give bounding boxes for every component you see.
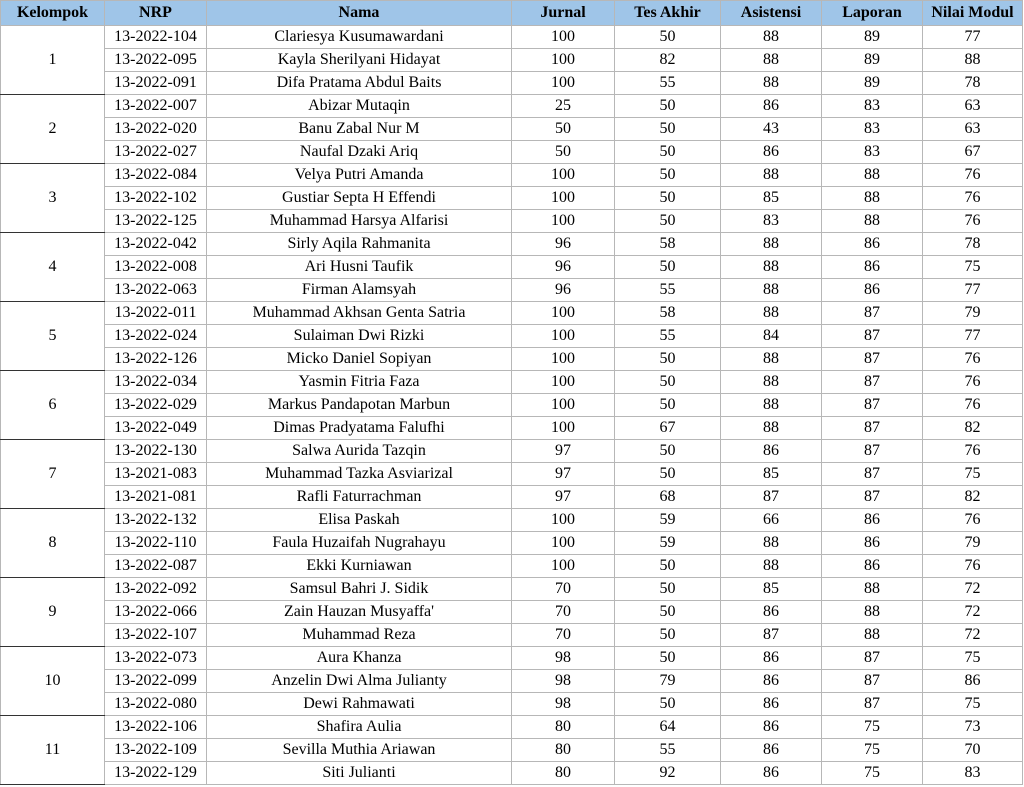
asistensi-cell[interactable]: 66	[721, 509, 822, 532]
nama-cell[interactable]: Yasmin Fitria Faza	[207, 371, 512, 394]
table-row	[1, 279, 1023, 302]
laporan-cell[interactable]: 87	[822, 325, 923, 348]
tes-akhir-cell[interactable]: 50	[615, 394, 721, 417]
laporan-cell[interactable]: 86	[822, 555, 923, 578]
header-tes-akhir[interactable]: Tes Akhir	[615, 1, 721, 26]
nrp-cell[interactable]: 13-2022-063	[105, 279, 207, 302]
nilai-modul-cell[interactable]: 77	[923, 325, 1023, 348]
nilai-modul-cell[interactable]: 77	[923, 279, 1023, 302]
tes-akhir-cell[interactable]: 55	[615, 739, 721, 762]
kelompok-cell[interactable]: 2	[1, 95, 105, 164]
asistensi-cell[interactable]: 85	[721, 463, 822, 486]
nama-cell[interactable]: Abizar Mutaqin	[207, 95, 512, 118]
nrp-cell[interactable]: 13-2022-104	[105, 26, 207, 49]
nrp-cell[interactable]: 13-2022-034	[105, 371, 207, 394]
tes-akhir-cell[interactable]: 58	[615, 233, 721, 256]
table-row	[1, 693, 1023, 716]
table-row	[1, 95, 1023, 118]
jurnal-cell[interactable]: 100	[512, 72, 615, 95]
nama-cell[interactable]: Banu Zabal Nur M	[207, 118, 512, 141]
nrp-cell[interactable]: 13-2022-020	[105, 118, 207, 141]
nama-cell[interactable]: Muhammad Reza	[207, 624, 512, 647]
jurnal-cell[interactable]: 100	[512, 26, 615, 49]
table-row	[1, 509, 1023, 532]
laporan-cell[interactable]: 75	[822, 762, 923, 785]
laporan-cell[interactable]: 87	[822, 670, 923, 693]
nama-cell[interactable]: Muhammad Tazka Asviarizal	[207, 463, 512, 486]
jurnal-cell[interactable]: 50	[512, 118, 615, 141]
nrp-cell[interactable]: 13-2022-125	[105, 210, 207, 233]
nrp-cell[interactable]: 13-2022-132	[105, 509, 207, 532]
nrp-cell[interactable]: 13-2022-092	[105, 578, 207, 601]
laporan-cell[interactable]: 86	[822, 532, 923, 555]
nrp-cell[interactable]: 13-2022-024	[105, 325, 207, 348]
nrp-cell[interactable]: 13-2022-110	[105, 532, 207, 555]
jurnal-cell[interactable]: 100	[512, 302, 615, 325]
jurnal-cell[interactable]: 100	[512, 394, 615, 417]
laporan-cell[interactable]: 88	[822, 624, 923, 647]
jurnal-cell[interactable]: 100	[512, 187, 615, 210]
nrp-cell[interactable]: 13-2022-049	[105, 417, 207, 440]
jurnal-cell[interactable]: 25	[512, 95, 615, 118]
nama-cell[interactable]: Samsul Bahri J. Sidik	[207, 578, 512, 601]
nrp-cell[interactable]: 13-2022-109	[105, 739, 207, 762]
nrp-cell[interactable]: 13-2022-042	[105, 233, 207, 256]
tes-akhir-cell[interactable]: 92	[615, 762, 721, 785]
table-body	[1, 26, 1023, 785]
jurnal-cell[interactable]: 80	[512, 739, 615, 762]
nrp-cell[interactable]: 13-2022-091	[105, 72, 207, 95]
tes-akhir-cell[interactable]: 55	[615, 279, 721, 302]
laporan-cell[interactable]: 89	[822, 72, 923, 95]
tes-akhir-cell[interactable]: 50	[615, 141, 721, 164]
nilai-modul-cell[interactable]: 67	[923, 141, 1023, 164]
tes-akhir-cell[interactable]: 50	[615, 440, 721, 463]
laporan-cell[interactable]: 88	[822, 578, 923, 601]
tes-akhir-cell[interactable]: 50	[615, 463, 721, 486]
laporan-cell[interactable]: 87	[822, 440, 923, 463]
asistensi-cell[interactable]: 86	[721, 670, 822, 693]
jurnal-cell[interactable]: 70	[512, 624, 615, 647]
nilai-modul-cell[interactable]: 72	[923, 601, 1023, 624]
tes-akhir-cell[interactable]: 50	[615, 601, 721, 624]
asistensi-cell[interactable]: 86	[721, 693, 822, 716]
jurnal-cell[interactable]: 96	[512, 256, 615, 279]
nama-cell[interactable]: Clariesya Kusumawardani	[207, 26, 512, 49]
nilai-modul-cell[interactable]: 76	[923, 187, 1023, 210]
jurnal-cell[interactable]: 100	[512, 325, 615, 348]
tes-akhir-cell[interactable]: 50	[615, 647, 721, 670]
jurnal-cell[interactable]: 97	[512, 440, 615, 463]
nama-cell[interactable]: Naufal Dzaki Ariq	[207, 141, 512, 164]
table-row	[1, 463, 1023, 486]
laporan-cell[interactable]: 86	[822, 233, 923, 256]
table-row	[1, 325, 1023, 348]
nama-cell[interactable]: Muhammad Harsya Alfarisi	[207, 210, 512, 233]
asistensi-cell[interactable]: 87	[721, 486, 822, 509]
table-row	[1, 739, 1023, 762]
tes-akhir-cell[interactable]: 50	[615, 348, 721, 371]
nilai-modul-cell[interactable]: 76	[923, 509, 1023, 532]
nilai-modul-cell[interactable]: 76	[923, 164, 1023, 187]
nama-cell[interactable]: Sulaiman Dwi Rizki	[207, 325, 512, 348]
nama-cell[interactable]: Salwa Aurida Tazqin	[207, 440, 512, 463]
nrp-cell[interactable]: 13-2022-130	[105, 440, 207, 463]
nrp-cell[interactable]: 13-2022-011	[105, 302, 207, 325]
asistensi-cell[interactable]: 87	[721, 624, 822, 647]
asistensi-cell[interactable]: 88	[721, 279, 822, 302]
laporan-cell[interactable]: 88	[822, 210, 923, 233]
nama-cell[interactable]: Micko Daniel Sopiyan	[207, 348, 512, 371]
kelompok-cell[interactable]: 10	[1, 647, 105, 716]
nama-cell[interactable]: Zain Hauzan Musyaffa'	[207, 601, 512, 624]
nilai-modul-cell[interactable]: 75	[923, 693, 1023, 716]
nilai-modul-cell[interactable]: 76	[923, 371, 1023, 394]
asistensi-cell[interactable]: 86	[721, 647, 822, 670]
asistensi-cell[interactable]: 43	[721, 118, 822, 141]
nrp-cell[interactable]: 13-2022-102	[105, 187, 207, 210]
nama-cell[interactable]: Sirly Aqila Rahmanita	[207, 233, 512, 256]
nama-cell[interactable]: Markus Pandapotan Marbun	[207, 394, 512, 417]
asistensi-cell[interactable]: 86	[721, 95, 822, 118]
jurnal-cell[interactable]: 80	[512, 716, 615, 739]
asistensi-cell[interactable]: 86	[721, 739, 822, 762]
nama-cell[interactable]: Anzelin Dwi Alma Julianty	[207, 670, 512, 693]
jurnal-cell[interactable]: 100	[512, 49, 615, 72]
nrp-cell[interactable]: 13-2022-126	[105, 348, 207, 371]
jurnal-cell[interactable]: 80	[512, 762, 615, 785]
jurnal-cell[interactable]: 100	[512, 348, 615, 371]
nrp-cell[interactable]: 13-2022-095	[105, 49, 207, 72]
table-row	[1, 532, 1023, 555]
tes-akhir-cell[interactable]: 68	[615, 486, 721, 509]
laporan-cell[interactable]: 75	[822, 716, 923, 739]
jurnal-cell[interactable]: 96	[512, 233, 615, 256]
asistensi-cell[interactable]: 86	[721, 440, 822, 463]
laporan-cell[interactable]: 87	[822, 486, 923, 509]
tes-akhir-cell[interactable]: 59	[615, 532, 721, 555]
jurnal-cell[interactable]: 98	[512, 693, 615, 716]
nama-cell[interactable]: Dewi Rahmawati	[207, 693, 512, 716]
nrp-cell[interactable]: 13-2022-129	[105, 762, 207, 785]
jurnal-cell[interactable]: 98	[512, 647, 615, 670]
asistensi-cell[interactable]: 88	[721, 302, 822, 325]
nilai-modul-cell[interactable]: 76	[923, 440, 1023, 463]
laporan-cell[interactable]: 87	[822, 394, 923, 417]
laporan-cell[interactable]: 87	[822, 302, 923, 325]
laporan-cell[interactable]: 88	[822, 601, 923, 624]
nilai-modul-cell[interactable]: 76	[923, 555, 1023, 578]
kelompok-cell[interactable]: 9	[1, 578, 105, 647]
asistensi-cell[interactable]: 88	[721, 164, 822, 187]
nama-cell[interactable]: Kayla Sherilyani Hidayat	[207, 49, 512, 72]
nrp-cell[interactable]: 13-2022-084	[105, 164, 207, 187]
asistensi-cell[interactable]: 84	[721, 325, 822, 348]
laporan-cell[interactable]: 89	[822, 49, 923, 72]
asistensi-cell[interactable]: 88	[721, 26, 822, 49]
nilai-modul-cell[interactable]: 76	[923, 210, 1023, 233]
nilai-modul-cell[interactable]: 79	[923, 302, 1023, 325]
table-row	[1, 578, 1023, 601]
table-row	[1, 141, 1023, 164]
nilai-modul-cell[interactable]: 86	[923, 670, 1023, 693]
nilai-modul-cell[interactable]: 75	[923, 647, 1023, 670]
laporan-cell[interactable]: 88	[822, 164, 923, 187]
header-kelompok[interactable]: Kelompok	[1, 1, 105, 26]
asistensi-cell[interactable]: 88	[721, 233, 822, 256]
nilai-modul-cell[interactable]: 63	[923, 118, 1023, 141]
jurnal-cell[interactable]: 100	[512, 210, 615, 233]
asistensi-cell[interactable]: 88	[721, 348, 822, 371]
asistensi-cell[interactable]: 88	[721, 49, 822, 72]
table-row	[1, 302, 1023, 325]
tes-akhir-cell[interactable]: 50	[615, 118, 721, 141]
nama-cell[interactable]: Muhammad Akhsan Genta Satria	[207, 302, 512, 325]
laporan-cell[interactable]: 83	[822, 118, 923, 141]
table-row	[1, 670, 1023, 693]
asistensi-cell[interactable]: 83	[721, 210, 822, 233]
nama-cell[interactable]: Sevilla Muthia Ariawan	[207, 739, 512, 762]
laporan-cell[interactable]: 75	[822, 739, 923, 762]
nrp-cell[interactable]: 13-2022-066	[105, 601, 207, 624]
nama-cell[interactable]: Ari Husni Taufik	[207, 256, 512, 279]
header-asistensi[interactable]: Asistensi	[721, 1, 822, 26]
laporan-cell[interactable]: 86	[822, 509, 923, 532]
table-row	[1, 118, 1023, 141]
table-row	[1, 233, 1023, 256]
tes-akhir-cell[interactable]: 50	[615, 95, 721, 118]
nilai-modul-cell[interactable]: 79	[923, 532, 1023, 555]
asistensi-cell[interactable]: 88	[721, 371, 822, 394]
table-row	[1, 440, 1023, 463]
nrp-cell[interactable]: 13-2021-083	[105, 463, 207, 486]
laporan-cell[interactable]: 87	[822, 647, 923, 670]
tes-akhir-cell[interactable]: 55	[615, 325, 721, 348]
jurnal-cell[interactable]: 100	[512, 164, 615, 187]
nilai-modul-cell[interactable]: 72	[923, 624, 1023, 647]
nilai-modul-cell[interactable]: 76	[923, 394, 1023, 417]
nrp-cell[interactable]: 13-2022-027	[105, 141, 207, 164]
nilai-modul-cell[interactable]: 76	[923, 348, 1023, 371]
table-row	[1, 394, 1023, 417]
kelompok-cell[interactable]: 8	[1, 509, 105, 578]
tes-akhir-cell[interactable]: 79	[615, 670, 721, 693]
nrp-cell[interactable]: 13-2022-029	[105, 394, 207, 417]
table-row	[1, 647, 1023, 670]
tes-akhir-cell[interactable]: 59	[615, 509, 721, 532]
table-row	[1, 716, 1023, 739]
tes-akhir-cell[interactable]: 82	[615, 49, 721, 72]
table-row	[1, 210, 1023, 233]
nrp-cell[interactable]: 13-2022-080	[105, 693, 207, 716]
jurnal-cell[interactable]: 100	[512, 509, 615, 532]
tes-akhir-cell[interactable]: 50	[615, 693, 721, 716]
nilai-modul-cell[interactable]: 88	[923, 49, 1023, 72]
laporan-cell[interactable]: 87	[822, 371, 923, 394]
laporan-cell[interactable]: 89	[822, 26, 923, 49]
table-row	[1, 72, 1023, 95]
nama-cell[interactable]: Dimas Pradyatama Falufhi	[207, 417, 512, 440]
nrp-cell[interactable]: 13-2022-073	[105, 647, 207, 670]
laporan-cell[interactable]: 83	[822, 141, 923, 164]
nilai-modul-cell[interactable]: 82	[923, 486, 1023, 509]
kelompok-cell[interactable]: 5	[1, 302, 105, 371]
nama-cell[interactable]: Gustiar Septa H Effendi	[207, 187, 512, 210]
nrp-cell[interactable]: 13-2022-107	[105, 624, 207, 647]
tes-akhir-cell[interactable]: 55	[615, 72, 721, 95]
header-row	[1, 1, 1023, 26]
nrp-cell[interactable]: 13-2022-008	[105, 256, 207, 279]
tes-akhir-cell[interactable]: 50	[615, 187, 721, 210]
table-row	[1, 371, 1023, 394]
jurnal-cell[interactable]: 100	[512, 555, 615, 578]
nrp-cell[interactable]: 13-2022-099	[105, 670, 207, 693]
tes-akhir-cell[interactable]: 50	[615, 26, 721, 49]
table-row	[1, 555, 1023, 578]
table-row	[1, 49, 1023, 72]
nilai-modul-cell[interactable]: 77	[923, 26, 1023, 49]
laporan-cell[interactable]: 86	[822, 279, 923, 302]
asistensi-cell[interactable]: 88	[721, 555, 822, 578]
asistensi-cell[interactable]: 85	[721, 578, 822, 601]
header-nama[interactable]: Nama	[207, 1, 512, 26]
nilai-modul-cell[interactable]: 78	[923, 72, 1023, 95]
nilai-modul-cell[interactable]: 75	[923, 463, 1023, 486]
asistensi-cell[interactable]: 88	[721, 532, 822, 555]
nama-cell[interactable]: Rafli Faturrachman	[207, 486, 512, 509]
nilai-modul-cell[interactable]: 63	[923, 95, 1023, 118]
laporan-cell[interactable]: 87	[822, 693, 923, 716]
nama-cell[interactable]: Firman Alamsyah	[207, 279, 512, 302]
tes-akhir-cell[interactable]: 50	[615, 555, 721, 578]
header-laporan[interactable]: Laporan	[822, 1, 923, 26]
nilai-modul-cell[interactable]: 75	[923, 256, 1023, 279]
kelompok-cell[interactable]: 11	[1, 716, 105, 785]
nilai-modul-cell[interactable]: 82	[923, 417, 1023, 440]
jurnal-cell[interactable]: 100	[512, 371, 615, 394]
kelompok-cell[interactable]: 3	[1, 164, 105, 233]
tes-akhir-cell[interactable]: 50	[615, 256, 721, 279]
nama-cell[interactable]: Difa Pratama Abdul Baits	[207, 72, 512, 95]
table-row	[1, 348, 1023, 371]
jurnal-cell[interactable]: 98	[512, 670, 615, 693]
table-row	[1, 164, 1023, 187]
jurnal-cell[interactable]: 97	[512, 463, 615, 486]
laporan-cell[interactable]: 86	[822, 256, 923, 279]
kelompok-cell[interactable]: 4	[1, 233, 105, 302]
laporan-cell[interactable]: 88	[822, 187, 923, 210]
asistensi-cell[interactable]: 88	[721, 256, 822, 279]
table-row	[1, 256, 1023, 279]
tes-akhir-cell[interactable]: 50	[615, 578, 721, 601]
tes-akhir-cell[interactable]: 58	[615, 302, 721, 325]
table-row	[1, 187, 1023, 210]
header-nilai-modul[interactable]: Nilai Modul	[923, 1, 1023, 26]
nilai-modul-cell[interactable]: 70	[923, 739, 1023, 762]
asistensi-cell[interactable]: 86	[721, 141, 822, 164]
jurnal-cell[interactable]: 100	[512, 532, 615, 555]
nama-cell[interactable]: Siti Julianti	[207, 762, 512, 785]
header-nrp[interactable]: NRP	[105, 1, 207, 26]
kelompok-cell[interactable]: 1	[1, 26, 105, 95]
tes-akhir-cell[interactable]: 64	[615, 716, 721, 739]
tes-akhir-cell[interactable]: 50	[615, 371, 721, 394]
table-row	[1, 417, 1023, 440]
asistensi-cell[interactable]: 86	[721, 601, 822, 624]
asistensi-cell[interactable]: 86	[721, 762, 822, 785]
table-row	[1, 486, 1023, 509]
table-row	[1, 601, 1023, 624]
asistensi-cell[interactable]: 88	[721, 394, 822, 417]
nilai-modul-cell[interactable]: 78	[923, 233, 1023, 256]
asistensi-cell[interactable]: 88	[721, 72, 822, 95]
tes-akhir-cell[interactable]: 50	[615, 624, 721, 647]
asistensi-cell[interactable]: 88	[721, 417, 822, 440]
tes-akhir-cell[interactable]: 50	[615, 164, 721, 187]
tes-akhir-cell[interactable]: 67	[615, 417, 721, 440]
jurnal-cell[interactable]: 70	[512, 578, 615, 601]
laporan-cell[interactable]: 87	[822, 348, 923, 371]
nrp-cell[interactable]: 13-2022-087	[105, 555, 207, 578]
jurnal-cell[interactable]: 100	[512, 417, 615, 440]
asistensi-cell[interactable]: 86	[721, 716, 822, 739]
nama-cell[interactable]: Faula Huzaifah Nugrahayu	[207, 532, 512, 555]
jurnal-cell[interactable]: 70	[512, 601, 615, 624]
nilai-modul-cell[interactable]: 73	[923, 716, 1023, 739]
jurnal-cell[interactable]: 97	[512, 486, 615, 509]
nrp-cell[interactable]: 13-2022-106	[105, 716, 207, 739]
kelompok-cell[interactable]: 7	[1, 440, 105, 509]
laporan-cell[interactable]: 87	[822, 463, 923, 486]
nama-cell[interactable]: Shafira Aulia	[207, 716, 512, 739]
table-row	[1, 26, 1023, 49]
nama-cell[interactable]: Ekki Kurniawan	[207, 555, 512, 578]
nilai-modul-cell[interactable]: 83	[923, 762, 1023, 785]
laporan-cell[interactable]: 87	[822, 417, 923, 440]
nama-cell[interactable]: Velya Putri Amanda	[207, 164, 512, 187]
kelompok-cell[interactable]: 6	[1, 371, 105, 440]
table-row	[1, 624, 1023, 647]
laporan-cell[interactable]: 83	[822, 95, 923, 118]
asistensi-cell[interactable]: 85	[721, 187, 822, 210]
tes-akhir-cell[interactable]: 50	[615, 210, 721, 233]
header-jurnal[interactable]: Jurnal	[512, 1, 615, 26]
nama-cell[interactable]: Elisa Paskah	[207, 509, 512, 532]
jurnal-cell[interactable]: 96	[512, 279, 615, 302]
nama-cell[interactable]: Aura Khanza	[207, 647, 512, 670]
nilai-modul-cell[interactable]: 72	[923, 578, 1023, 601]
nrp-cell[interactable]: 13-2021-081	[105, 486, 207, 509]
table-row	[1, 762, 1023, 785]
jurnal-cell[interactable]: 50	[512, 141, 615, 164]
nrp-cell[interactable]: 13-2022-007	[105, 95, 207, 118]
